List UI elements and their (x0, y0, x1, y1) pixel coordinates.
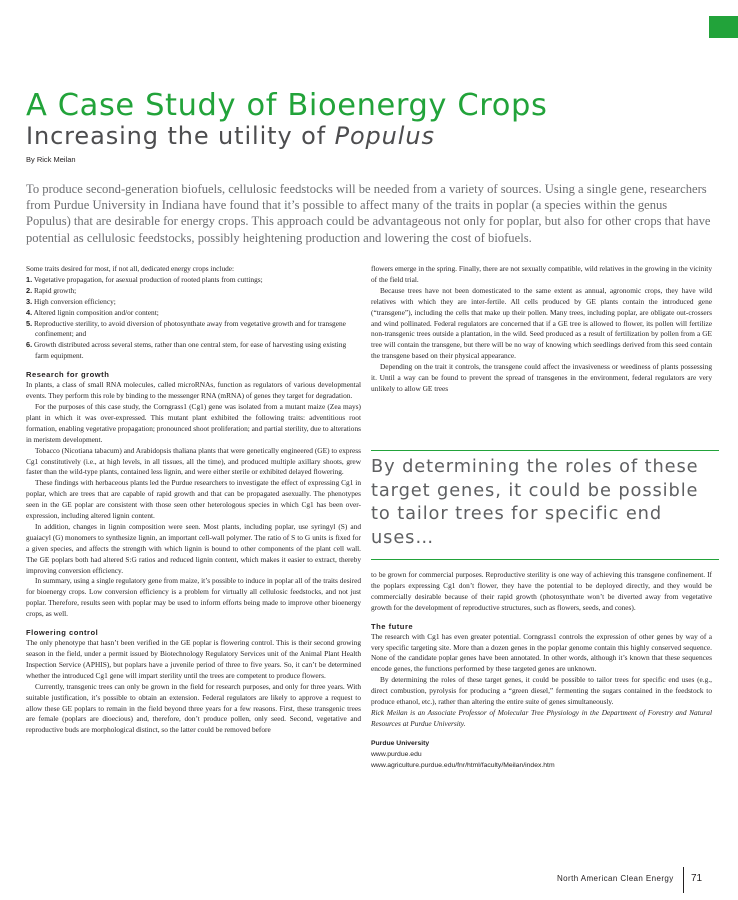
list-item: 3. High conversion efficiency; (26, 296, 116, 306)
paragraph: flowers emerge in the spring. Finally, there are not sexually compatible, wild relatives in the growing in the vicinity of the field trial. (371, 264, 712, 284)
list-item: 4. Altered lignin composition and/or content; (26, 307, 159, 317)
article-subtitle (26, 122, 435, 150)
paragraph: These findings with herbaceous plants led the Purdue researchers to investigate the effect of expressing Cg1 in poplar, which are trees that are capable of rapid growth and that can be propagated asexually. The phenotypes seen in the GE poplar are consistent with those seen other heterologous species in which Cg1 has been over-expression, including altered lignin content. (26, 478, 361, 521)
paragraph: Currently, transgenic trees can only be grown in the field for research purposes, and only for three years. With suitable justification, it’s possible to obtain an extension. Federal regulators are likely to approve a request to allow these GE poplars to remain in the field beyond three years for a few reasons. First, these transgenic trees are female (poplars are dioecious) and, therefore, don’t produce pollen, only seed. Second, vegetative and reproductive buds are morphological distinct, so the latter could be removed before (26, 681, 361, 735)
paragraph: Tobacco (Nicotiana tabacum) and Arabidopsis thaliana plants that were genetically engineered (GE) to express Cg1 constitutively (i.e., at high levels, in all tissues, all the time), and produced multiple axillary shoots, grew faster than the wild-type plants, contained less lignin, and were either sterile or exhibited delayed flowering. (26, 445, 361, 477)
traits-list (26, 275, 361, 362)
list-item: 1. Vegetative propagation, for asexual production of rooted plants from cuttings; (26, 274, 263, 284)
pull-quote (371, 450, 719, 560)
paragraph: In addition, changes in lignin composition were seen. Most plants, including poplar, use syringyl (S) and guaiacyl (G) monomers to synthesize lignin, an important cell-wall polymer. The ratio of S to G units is fixed for a given species, and affects the strength with which lignin is bound to other components of the plant cell wall. The GE poplars both had altered S:G ratios and reduced lignin content, which makes it easier to extract, thereby improving conversion efficiency. (26, 521, 361, 575)
paragraph: The research with Cg1 has even greater potential. Corngrass1 controls the expression of other genes by way of a very specific targeting site. More than a dozen genes in the poplar genome contain this highly conserved sequence. None of the candidate poplar genes have been annotated. In other words, although it’s known that these sequences encode genes, the functions performed by these targeted genes are unknown. (371, 631, 712, 674)
list-item: 6. Growth distributed across several stems, rather than one central stem, for ease of harvesting using existing farm equipment. (26, 340, 347, 361)
paragraph: The only phenotype that hasn’t been verified in the GE poplar is flowering control. This is their second growing season in the field, under a permit issued by Biotechnology Regulatory Services unit of the Animal Plant Health Inspection Service (APHIS), but poplars have a juvenile period of three to five years. So, it can’t be determined whether the introduced Cg1 gene will impart sterility until the trees are competent to produce flowers. (26, 638, 361, 680)
list-item: 5. Reproductive sterility, to avoid diversion of photosynthate away from vegetative growth and for transgene confinement; and (26, 318, 346, 339)
column-right-top (371, 264, 712, 395)
contact-org: Purdue University (371, 739, 430, 747)
section-tab (709, 16, 738, 38)
column-left (26, 264, 361, 736)
column-right-bottom (371, 570, 712, 771)
contact-link-1[interactable]: www.purdue.edu (371, 750, 422, 758)
contact-link-2[interactable]: www.agriculture.purdue.edu/fnr/html/faculty/Meilan/index.htm (371, 761, 555, 769)
paragraph: Depending on the trait it controls, the transgene could affect the invasiveness or weediness of plants possessing it. Until a way can be found to prevent the spread of transgenes in the environment, federal regulators are very unlikely to allow GE trees (371, 362, 712, 393)
article-title: A Case Study of Bioenergy Crops (26, 88, 548, 123)
subtitle-text: Increasing the utility of (26, 122, 335, 150)
footer-divider (683, 867, 684, 893)
byline: By Rick Meilan (26, 155, 76, 164)
intro-text: Some traits desired for most, if not all, dedicated energy crops include: (26, 264, 235, 273)
section-heading-flowering: Flowering control (26, 628, 99, 638)
subtitle-genus: Populus (334, 122, 435, 150)
paragraph: By determining the roles of these target genes, it could be possible to tailor trees for specific end uses (e.g., direct combustion, pyrolysis for producing a “green diesel,” fermenting the sugars contained in the feedstock to produce ethanol, etc.), rather than altering the entire suite of genes simultaneously. (371, 675, 712, 707)
pull-quote-text: By determining the roles of these target genes, it could be possible to tailor trees for specific end uses… (371, 456, 699, 548)
contact-block (371, 738, 712, 771)
paragraph: In plants, a class of small RNA molecules, called microRNAs, function as regulators of various developmental events. They perform this role by binding to the messenger RNA (mRNA) of genes they target for degradation. (26, 380, 361, 401)
paragraph: In summary, using a single regulatory gene from maize, it’s possible to induce in poplar all of the traits desired for bioenergy crops. Low conversion efficiency is a problem for virtually all cellulosic feedstocks, and not just poplar. Therefore, results seen with poplar may be used to inform efforts being made to improve other bioenergy crops, as well. (26, 576, 361, 619)
section-heading-future: The future (371, 621, 414, 631)
page-number: 71 (691, 873, 703, 884)
footer-magazine: North American Clean Energy (557, 874, 674, 883)
author-note: Rick Meilan is an Associate Professor of Molecular Tree Physiology in the Department of Forestry and Natural Resources at Purdue University. (371, 707, 712, 728)
section-heading-research: Research for growth (26, 370, 110, 380)
list-item: 2. Rapid growth; (26, 285, 77, 295)
paragraph: Because trees have not been domesticated to the same extent as annual, agronomic crops, they have wild relatives with which they are inter-fertile. All cells produced by GE plants contain the introduced gene (“transgene”), including the cells that make up their pollen. Many trees, including poplar, are obligate out-crossers and wind pollinated. Federal regulators are concerned that if a GE tree is allowed to flower, its pollen will fertilize non-transgenic trees outside a plantation, in the wild. Seed produced as a result of fertilization by pollen from a GE tree will contain the transgene, but there will be no way of knowing which seedlings derived from this seed contain the transgene based on their physical appearance. (371, 285, 712, 361)
lede-paragraph: To produce second-generation biofuels, cellulosic feedstocks will be needed from a variety of sources. Using a single gene, researchers from Purdue University in Indiana have found that it’s possible to affect many of the traits in poplar (a species within the genus Populus) that are desirable for energy crops. This approach could be advantageous not only for poplar, but also for other crops that have potential as cellulosic feedstocks, possibly heightening production and lowering the cost of biofuels. (26, 182, 711, 245)
paragraph: to be grown for commercial purposes. Reproductive sterility is one way of achieving this transgene confinement. If the poplars expressing Cg1 don’t flower, they have the potential to be deployed directly, and they would be commercially desirable because of their rapid growth (photosynthate won’t be diverted away from vegetative growth for the development of reproductive structures, such as flowers, seeds, and cones). (371, 570, 712, 612)
paragraph: For the purposes of this case study, the Corngrass1 (Cg1) gene was isolated from a mutant maize (Zea mays) plant in which it was over-expressed. This mutant plant exhibited the following traits: adventitious root formation, enabling vegetative propagation; pronounced shoot proliferation; and partial sterility, due to alterations in meristem development. (26, 401, 361, 444)
